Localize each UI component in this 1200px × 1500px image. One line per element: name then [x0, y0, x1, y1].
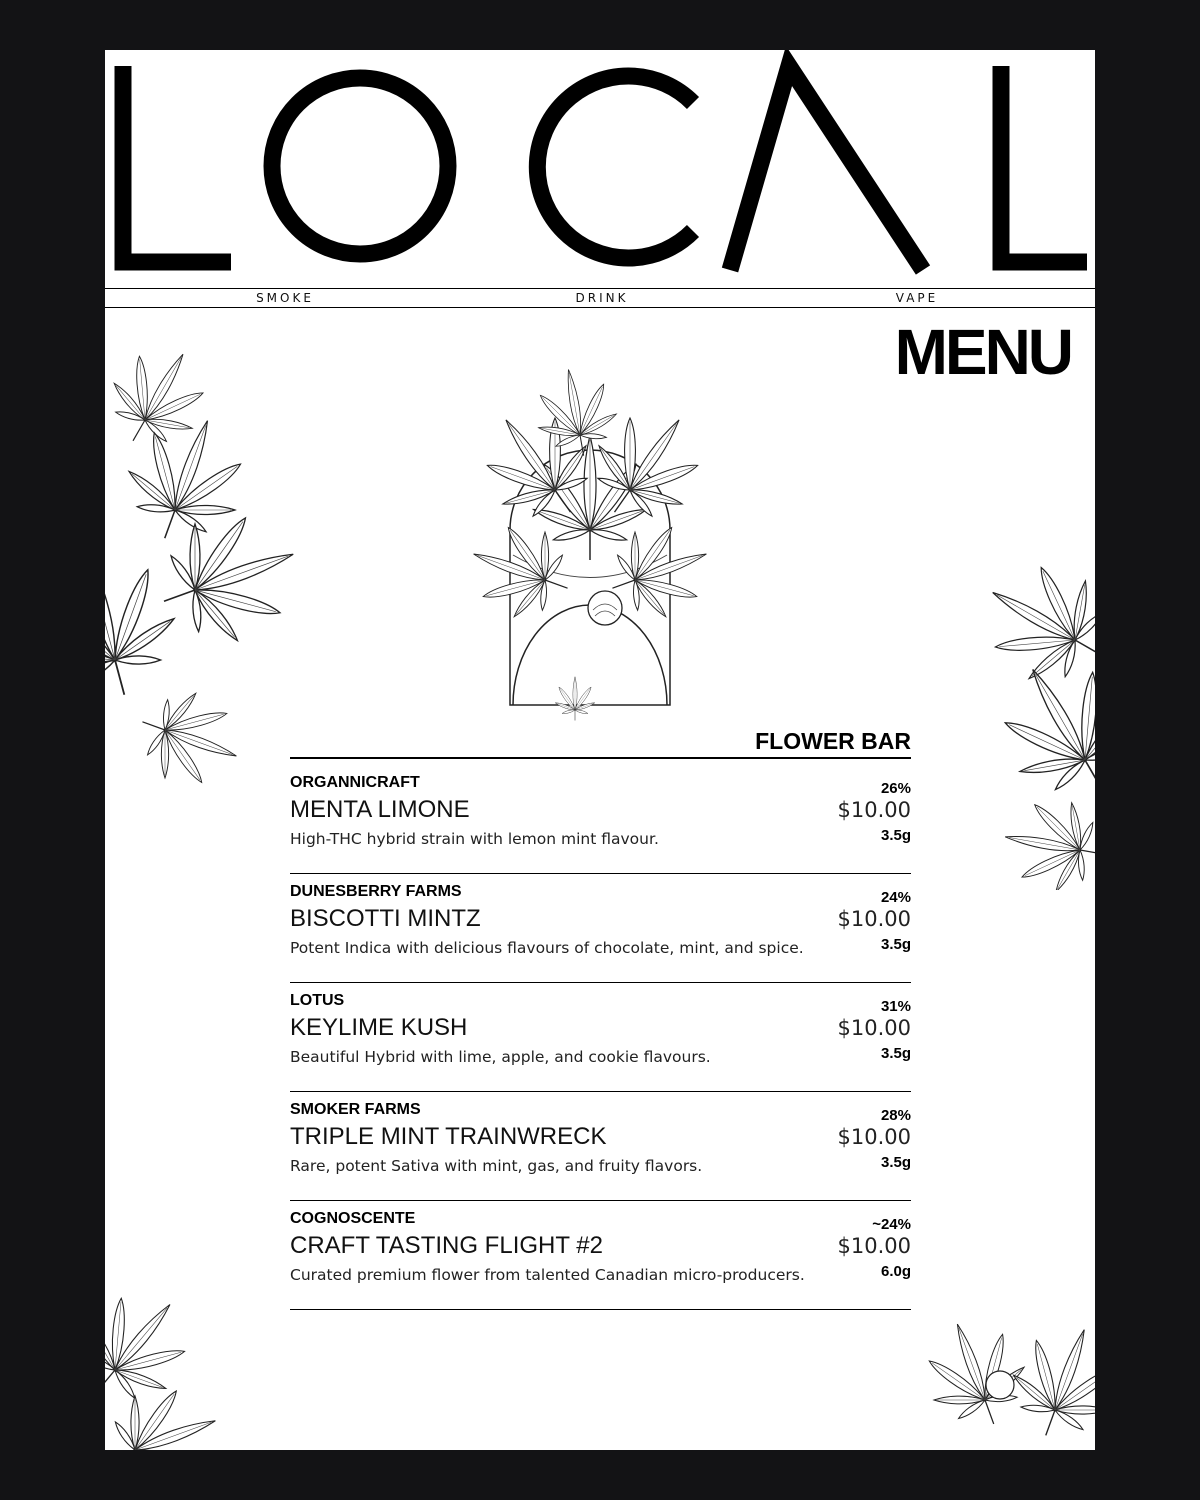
item-description: High-THC hybrid strain with lemon mint flavour.	[290, 830, 659, 848]
item-thc: ~24%	[872, 1216, 911, 1233]
item-name: TRIPLE MINT TRAINWRECK	[290, 1123, 607, 1150]
item-brand: SMOKER FARMS	[290, 1101, 421, 1118]
tagline-vape: VAPE	[895, 291, 939, 305]
tagline-drink: DRINK	[575, 291, 629, 305]
item-name: CRAFT TASTING FLIGHT #2	[290, 1232, 603, 1259]
item-weight: 3.5g	[880, 1045, 911, 1062]
item-brand: DUNESBERRY FARMS	[290, 883, 462, 900]
item-brand: COGNOSCENTE	[290, 1210, 416, 1227]
item-name: BISCOTTI MINTZ	[290, 905, 481, 932]
item-thc: 28%	[880, 1107, 911, 1124]
section-divider	[290, 757, 911, 759]
section-title: FLOWER BAR	[755, 728, 911, 754]
item-price: $10.00	[837, 1016, 911, 1040]
item-price: $10.00	[837, 798, 911, 822]
item-weight: 3.5g	[880, 1154, 911, 1171]
menu-item	[290, 766, 911, 874]
item-weight: 3.5g	[880, 827, 911, 844]
item-description: Beautiful Hybrid with lime, apple, and cookie flavours.	[290, 1048, 711, 1066]
menu-item	[290, 1093, 911, 1201]
tagline-bar	[105, 288, 1095, 308]
menu-item	[290, 984, 911, 1092]
item-thc: 24%	[880, 889, 911, 906]
item-thc: 31%	[880, 998, 911, 1015]
item-price: $10.00	[837, 1234, 911, 1258]
cannabis-leaf-icon	[105, 330, 305, 790]
item-price: $10.00	[837, 1125, 911, 1149]
item-description: Rare, potent Sativa with mint, gas, and fruity flavors.	[290, 1157, 703, 1175]
cannabis-leaf-icon	[905, 1290, 1095, 1450]
item-description: Curated premium flower from talented Canadian micro-producers.	[290, 1266, 805, 1284]
menu-sheet	[105, 50, 1095, 1450]
item-price: $10.00	[837, 907, 911, 931]
item-name: KEYLIME KUSH	[290, 1014, 468, 1041]
cannabis-leaf-icon	[985, 530, 1095, 890]
tagline-smoke: SMOKE	[256, 291, 314, 305]
item-thc: 26%	[880, 780, 911, 797]
item-brand: LOTUS	[290, 992, 345, 1009]
arch-emblem-icon	[465, 330, 715, 730]
page-title: MENU	[894, 316, 1071, 388]
item-name: MENTA LIMONE	[290, 796, 470, 823]
menu-item	[290, 1202, 911, 1310]
brand-logo	[105, 50, 1095, 286]
item-weight: 3.5g	[880, 936, 911, 953]
cannabis-leaf-icon	[105, 1280, 255, 1450]
menu-item-list	[290, 766, 911, 1311]
item-description: Potent Indica with delicious flavours of chocolate, mint, and spice.	[290, 939, 804, 957]
item-weight: 6.0g	[880, 1263, 911, 1280]
item-brand: ORGANNICRAFT	[290, 774, 420, 791]
menu-item	[290, 875, 911, 983]
